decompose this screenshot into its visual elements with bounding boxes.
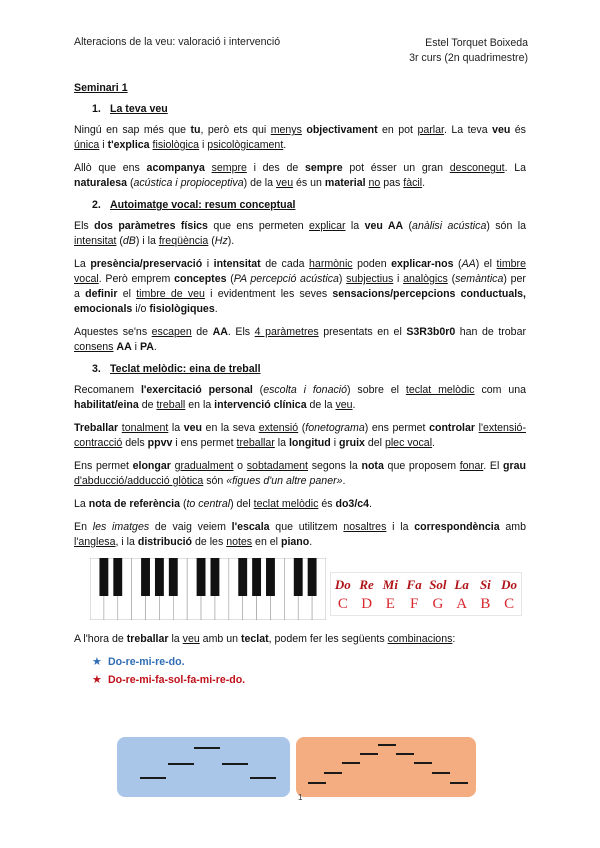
paragraph: A l'hora de treballar la veu amb un teclat, podem fer les següents combinacions: — [74, 633, 456, 645]
solfege-name-label: Do — [334, 577, 351, 592]
black-key — [308, 558, 317, 596]
paragraph: La nota de referència (to central) del teclat melòdic és do3/c4. — [74, 498, 372, 510]
note-letter-label: C — [504, 596, 515, 612]
solfege-name-label: Re — [359, 577, 374, 592]
paragraph: Aquestes se'ns escapen de AA. Els 4 paràmetres presentats en el S3R3b0r0 han de trobar consens AA i PA. — [74, 326, 526, 353]
solfege-name-label: Mi — [382, 577, 398, 592]
note-letter-label: B — [480, 596, 491, 612]
solfege-name-label: La — [454, 577, 469, 592]
paragraph: La presència/preservació i intensitat de cada harmònic poden explicar-nos (AA) el timbre vocal. Però emprem conceptes (PA percepció acústica) subjectius i analògics (semàntica) per a definir el timbre de veu i evidentment les seves sensacions/percepcions conductuals, emocionals i/o fisiològiques. — [74, 258, 526, 315]
section-heading-2 — [74, 199, 526, 211]
paragraph: Els dos paràmetres físics que ens permeten explicar la veu AA (anàlisi acústica) són la intensitat (dB) i la freqüència (Hz). — [74, 220, 526, 247]
section-number: 3. — [92, 363, 101, 375]
combinations-list — [92, 655, 526, 688]
paragraph: Ens permet elongar gradualment o sobtadament segons la nota que proposem fonar. El grau d'abducció/adducció glòtica són «figues d'un altre paner». — [74, 460, 526, 487]
solfege-name-label: Do — [501, 577, 518, 592]
black-key — [210, 558, 219, 596]
page-number: 1 — [298, 793, 303, 802]
section-title: La teva veu — [110, 103, 168, 115]
melody-contour-short — [117, 737, 290, 797]
section-number: 2. — [92, 199, 101, 211]
note-letter-label: D — [361, 596, 373, 612]
black-key — [99, 558, 108, 596]
section-title: Teclat melòdic: eina de treball — [110, 363, 261, 375]
star-icon: ★ — [92, 656, 102, 668]
black-key — [113, 558, 122, 596]
solfege-name-label: Fa — [406, 577, 422, 592]
note-letter-label: F — [409, 596, 419, 612]
star-icon: ★ — [92, 674, 102, 686]
black-key — [252, 558, 261, 596]
piano-keyboard-image — [90, 558, 326, 620]
section-number: 1. — [92, 103, 101, 115]
paragraph: Allò que ens acompanya sempre i des de sempre pot ésser un gran desconegut. La naturalesa (acústica i propioceptiva) de la veu és un material no pas fàcil. — [74, 162, 526, 189]
note-letter-label: A — [456, 596, 468, 612]
list-item: ★ Do-re-mi-fa-sol-fa-mi-re-do. — [92, 674, 246, 686]
paragraph: En les imatges de vaig veiem l'escala que utilitzem nosaltres i la correspondència amb l'anglesa, i la distribució de les notes en el piano. — [74, 521, 527, 548]
black-key — [266, 558, 275, 596]
header-document-title: Alteracions de la veu: valoració i intervenció — [74, 36, 281, 48]
black-key — [155, 558, 164, 596]
note-letter-label: E — [385, 596, 395, 612]
solfege-name-label: Si — [479, 577, 491, 592]
black-key — [197, 558, 206, 596]
section-title: Autoimatge vocal: resum conceptual — [110, 199, 296, 211]
header-course: 3r curs (2n quadrimestre) — [409, 52, 528, 64]
paragraph: Treballar tonalment la veu en la seva extensió (fonetograma) ens permet controlar l'extensió-contracció dels ppvv i ens permet treballar la longitud i gruix del plec vocal. — [74, 422, 526, 449]
keyboard-figure — [74, 558, 526, 622]
black-key — [141, 558, 150, 596]
paragraph: Ningú en sap més que tu, però ets qui menys objectivament en pot parlar. La teva veu és única i t'explica fisiològica i psicològicament. — [74, 124, 526, 151]
black-key — [294, 558, 303, 596]
note-letter-label: G — [432, 596, 444, 612]
document-body — [74, 82, 526, 691]
solfege-name-label: Sol — [429, 577, 447, 592]
black-key — [169, 558, 178, 596]
header-author-block — [409, 36, 528, 66]
note-letter-label: C — [337, 596, 348, 612]
paragraph: Recomanem l'exercitació personal (escolta i fonació) sobre el teclat melòdic com una habilitat/eina de treball en la intervenció clínica de la veu. — [74, 384, 527, 411]
solfege-correspondence-image — [330, 572, 522, 616]
header-author: Estel Torquet Boixeda — [425, 37, 528, 49]
black-key — [238, 558, 247, 596]
section-heading-3 — [74, 363, 526, 375]
list-item: ★ Do-re-mi-re-do. — [92, 656, 185, 668]
section-heading-1 — [74, 103, 526, 115]
seminar-title: Seminari 1 — [74, 82, 128, 94]
melody-contour-long — [296, 737, 476, 797]
